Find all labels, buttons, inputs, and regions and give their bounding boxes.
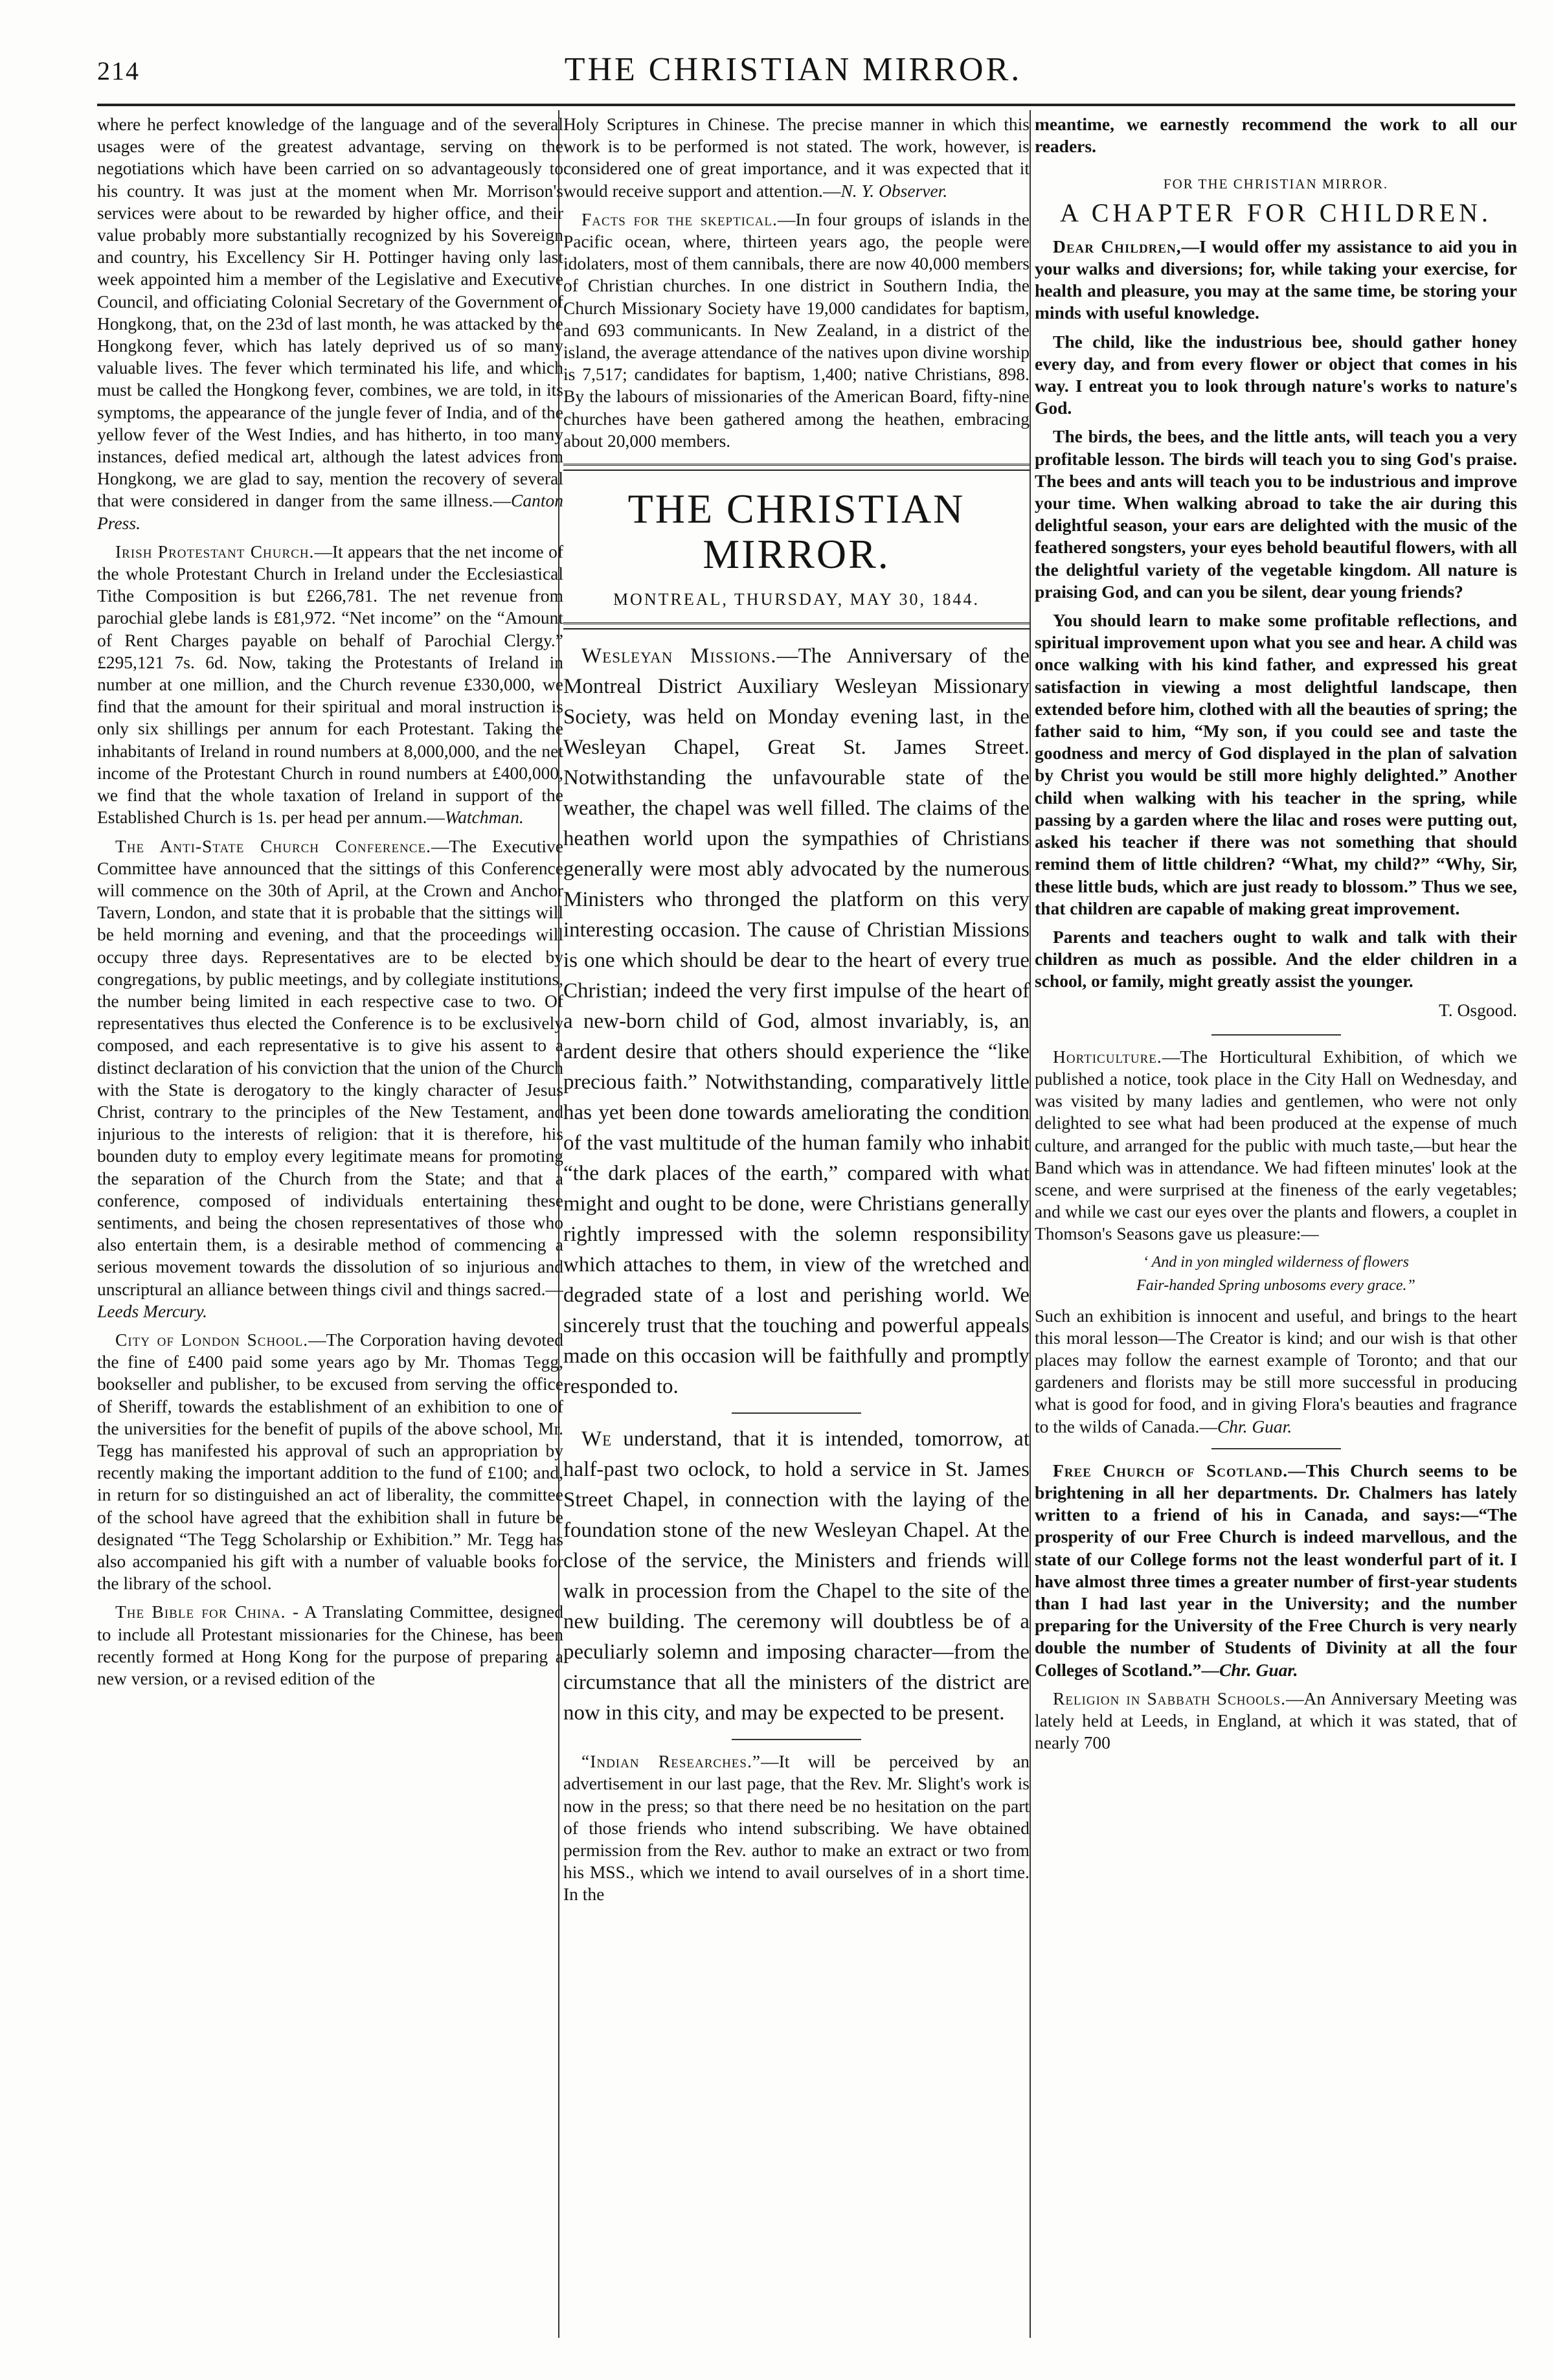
article-paragraph: The child, like the industrious bee, should gather honey every day, and from every flower or object that comes in his way. I entreat you to look through nature's works to nature's God.	[1035, 331, 1517, 418]
article-paragraph: Parents and teachers ought to walk and talk with their children as much as possible. And the elder children in a school, or family, might greatly assist the younger.	[1035, 926, 1517, 992]
section-divider	[1211, 1034, 1341, 1036]
article-paragraph: Holy Scriptures in Chinese. The precise manner in which this work is to be performed is not stated. The work, however, is considered one of great importance, and it was expected that it would receive support and attention.—N. Y. Observer.	[563, 114, 1030, 201]
article-anti-state-church: The Anti-State Church Conference.—The Executive Committee have announced that the sittings of this Conference will commence on the 30th of April, at the Crown and Anchor Tavern, London, and state that it is probable that the sittings will be held morning and evening, and that the proceedings will occupy three days. Representatives are to be elected by congregations, by public meetings, and by collegiate institutions, the number being limited in each respective case to two. Of representatives thus elected the Conference is to be exclusively composed, and each representative is to give his assent to a distinct declaration of his conviction that the union of the Church with the State is derogatory to the kingly character of Jesus Christ, contrary to the principles of the New Testament, and injurious to the interests of religion: that it is therefore, his bounden duty to employ every legitimate means for promoting the separation of the Church from the State; and that a conference, composed of individuals entertaining these sentiments, and being the chosen representatives of those who also entertain them, is a desirable method of commencing a serious movement towards the dissolution of so injurious and unscriptural an alliance between things civil and things sacred.—Leeds Mercury.	[97, 835, 563, 1321]
article-paragraph: Such an exhibition is innocent and useful, and brings to the heart this moral lesson—The Creator is kind; and our wish is that other places may follow the earnest example of Toronto; and that our gardeners and florists may be still more successful in producing what is good for food, and in giving Flora's beauties and fragrance to the wilds of Canada.—Chr. Guar.	[1035, 1305, 1517, 1436]
article-heading: The Bible for China.	[115, 1602, 286, 1622]
column-divider	[1030, 110, 1031, 2338]
article-chapter-children: Dear Children,—I would offer my assistance to aid you in your walks and diversions; for, while taking your exercise, for health and pleasure, you may at the same time, be storing your minds with useful knowledge.	[1035, 236, 1517, 323]
page-number: 214	[97, 56, 140, 85]
article-heading: Horticulture.	[1053, 1046, 1162, 1067]
page-header	[97, 51, 1489, 104]
signature: T. Osgood.	[1439, 999, 1517, 1020]
article-irish-protestant-church: Irish Protestant Church.—It appears that the net income of the whole Protestant Church in Ireland under the Ecclesiastical Tithe Composition is but £266,781. The net revenue from parochial glebe lands is £81,972. “Net income” on the “Amount of Rent Charges payable on behalf of Parochial Clergy.” £295,121 7s. 6d. Now, taking the Protestants of Ireland in number at one million, and the Church revenue £330,000, we find that the amount for their spiritual and moral instruction is only six shillings per annum for each Protestant. Taking the inhabitants of Ireland in round numbers at 8,000,000, and the net income of the Protestant Church in round numbers at £400,000, we find that the whole taxation of Ireland in support of the Established Church is 1s. per head per annum.—Watchman.	[97, 541, 563, 828]
section-divider	[732, 1739, 861, 1740]
article-paragraph: where he perfect knowledge of the language and of the several usages were of the greatest advantage, serving on the negotiations which have been carried on so advantageously to his country. It was just at the moment when Mr. Morrison's services were about to be rewarded by higher office, and their value probably more substantially recognized by his Sovereign and country, his Excellency Sir H. Pottinger having only last week appointed him a member of the Legislative and Executive Council, and officiating Colonial Secretary of the Government of Hongkong, that, on the 23d of last month, he was attacked by the Hongkong fever, which has lately deprived us of so many valuable lives. The fever which terminated his life, and which must be called the Hongkong fever, combines, we are told, in its symptoms, the appearance of the jungle fever of India, and of the yellow fever of the West Indies, and has hitherto, in too many instances, defied medical art, although the latest advices from Hongkong, we are glad to say, mention the recovery of several that were considered in danger from the same illness.—Canton Press.	[97, 114, 563, 533]
article-heading: Dear Children,	[1053, 236, 1182, 256]
article-facts-skeptical: Facts for the skeptical.—In four groups of islands in the Pacific ocean, where, thirteen years ago, the people were idolaters, most of them cannibals, there are now 40,000 members of Christian churches. In one district in Southern India, the Church Missionary Society have 19,000 candidates for baptism, and 693 communicants. In New Zealand, in a district of the island, the average attendance of the natives upon divine worship is 7,517; candidates for baptism, 1,400; native Christians, 898. By the labours of missionaries of the American Board, fifty-nine churches have been gathered among the heathen, embracing about 20,000 members.	[563, 209, 1030, 451]
article-heading: The Anti-State Church Conference.	[115, 835, 431, 856]
article-paragraph: You should learn to make some profitable reflections, and spiritual improvement upon what you see and hear. A child was once walking with his kind father, and expressed his great satisfaction in viewing a most delightful landscape, then extended before him, clothed with all the beauties of spring; the father said to him, “My son, if you could see and taste the goodness and mercy of God displayed in the plan of salvation by Christ you would be still more highly delighted.” Another child when walking with his teacher in the spring, while passing by a garden where the lilac and roses were putting out, asked his teacher if there was not something that should remind them of little children? “What, my child?” “Why, Sir, these little buds, which are just ready to blossom.” Thus we see, that children are capable of making great improvement.	[1035, 610, 1517, 918]
verse-line: Fair-handed Spring unbosoms every grace.”	[1136, 1276, 1415, 1294]
article-heading: Facts for the skeptical.	[581, 209, 778, 229]
article-heading: “Indian Researches.”	[581, 1751, 761, 1772]
article-heading: Religion in Sabbath Schools.	[1053, 1688, 1286, 1708]
verse-line: ‘ And in yon mingled wilderness of flowers	[1143, 1253, 1409, 1271]
article-paragraph: meantime, we earnestly recommend the work to all our readers.	[1035, 114, 1517, 157]
column-left	[97, 113, 563, 2335]
article-free-church: Free Church of Scotland.—This Church seems to be brightening in all her departments. Dr. Chalmers has lately written to a friend of his in Canada, and says:—“The prosperity of our Free Church is indeed marvellous, and the state of our College forms not the least wonderful part of it. I have almost three times a greater number of first-year students than I had last year in the University; and the number preparing for the University of the Free Church is very nearly double the number of Students of Divinity at all the four Colleges of Scotland.”—Chr. Guar.	[1035, 1460, 1517, 1680]
article-bible-for-china: The Bible for China. - A Translating Committee, designed to include all Protestant missionaries for the Chinese, has been recently formed at Hong Kong for the purpose of preparing a new version, or a revised edition of the	[97, 1602, 563, 1689]
masthead-rule	[563, 464, 1030, 471]
article-wesleyan-missions: Wesleyan Missions.—The Anniversary of the Montreal District Auxiliary Wesleyan Missionary Society, was held on Monday evening last, in the Wesleyan Chapel, Great St. James Street. Notwithstanding the unfavourable state of the weather, the chapel was well filled. The claims of the heathen world upon the sympathies of Christians generally were most ably advocated by the numerous Ministers who thronged the platform on this very interesting occasion. The cause of Christian Missions is one which should be dear to the heart of every true Christian; indeed the very first impulse of the heart of a new-born child of God, almost invariably, is, an ardent desire that others should experience the “like precious faith.” Notwithstanding, comparatively little has yet been done towards ameliorating the condition of the vast multitude of the human family who inhabit “the dark places of the earth,” compared with what might and ought to be done, were Christians generally rightly impressed with the solemn responsibility which attaches to them, in view of the wretched and degraded state of a lost and perishing world. We sincerely trust that the touching and powerful appeals made on this occasion will be faithfully and promptly responded to.	[563, 644, 1030, 1399]
article-heading: Wesleyan Missions.	[581, 644, 777, 668]
article-indian-researches: “Indian Researches.”—It will be perceived by an advertisement in our last page, that the Rev. Mr. Slight's work is now in the press; so that there need be no hesitation on the part of those friends who intend subscribing. We have obtained permission from the Rev. author to make an extract or two from his MSS., which we intend to avail ourselves of in a short time. In the	[563, 1751, 1030, 1905]
section-divider	[1211, 1448, 1341, 1449]
section-title: A CHAPTER FOR CHILDREN.	[1060, 198, 1492, 227]
article-chapel-service: We understand, that it is intended, tomorrow, at half-past two oclock, to hold a service in St. James Street Chapel, in connection with the laying of the foundation stone of the new Wesleyan Chapel. At the close of the service, the Ministers and friends will walk in procession from the Chapel to the site of the new building. The ceremony will doubtless be of a peculiarly solemn and imposing character—from the circumstance that all the ministers of the district are now in this city, and may be expected to be present.	[563, 1427, 1030, 1725]
masthead-rule	[563, 622, 1030, 629]
dateline: MONTREAL, THURSDAY, MAY 30, 1844.	[613, 590, 980, 609]
article-heading: We	[581, 1427, 613, 1451]
article-heading: Free Church of Scotland.	[1053, 1460, 1289, 1480]
section-divider	[732, 1412, 861, 1414]
masthead-title: THE CHRISTIAN MIRROR.	[627, 486, 965, 578]
article-heading: Irish Protestant Church.	[115, 541, 315, 561]
article-city-of-london-school: City of London School.—The Corporation having devoted the fine of £400 paid some years ago by Mr. Thomas Tegg, bookseller and publisher, to be excused from serving the office of Sheriff, towards the establishment of an exhibition to one of the universities for the benefit of pupils of the above school, Mr. Tegg has manifested his approval of such an appropriation by recently making the important addition to the fund of £100; and, in return for so distinguished an act of liberality, the committee of the school have agreed that the exhibition shall in future be designated “The Tegg Scholarship or Exhibition.” Mr. Tegg has also accompanied his gift with a number of valuable books for the library of the school.	[97, 1329, 563, 1594]
header-rule	[97, 104, 1515, 106]
article-paragraph: The birds, the bees, and the little ants, will teach you a very profitable lesson. The birds will teach you to sing God's praise. The bees and ants will teach you to be industrious and improve your time. When walking abroad to take the air during this delightful season, your ears are delighted with the music of the feathered songsters, your eyes behold beautiful flowers, with all the delightful variety of the vegetable kingdom. All nature is praising God, and can you be silent, dear young friends?	[1035, 426, 1517, 602]
article-horticulture: Horticulture.—The Horticultural Exhibition, of which we published a notice, took place in the City Hall on Wednesday, and was visited by many ladies and gentlemen, who were not only delighted to see what had been produced at the expense of much culture, and arranged for the public with much taste,—but hear the Band which was in attendance. We had fifteen minutes' look at the scene, and were surprised at the fineness of the early vegetables; and while we cast our eyes over the plants and flowers, a couplet in Thomson's Seasons gave us pleasure:—	[1035, 1046, 1517, 1244]
column-right	[1035, 113, 1517, 2335]
article-heading: City of London School.	[115, 1329, 309, 1350]
article-sabbath-schools: Religion in Sabbath Schools.—An Anniversary Meeting was lately held at Leeds, in England, at which it was stated, that of nearly 700	[1035, 1688, 1517, 1753]
running-title: THE CHRISTIAN MIRROR.	[564, 51, 1022, 88]
section-label: FOR THE CHRISTIAN MIRROR.	[1163, 176, 1389, 192]
column-middle	[563, 113, 1030, 2335]
